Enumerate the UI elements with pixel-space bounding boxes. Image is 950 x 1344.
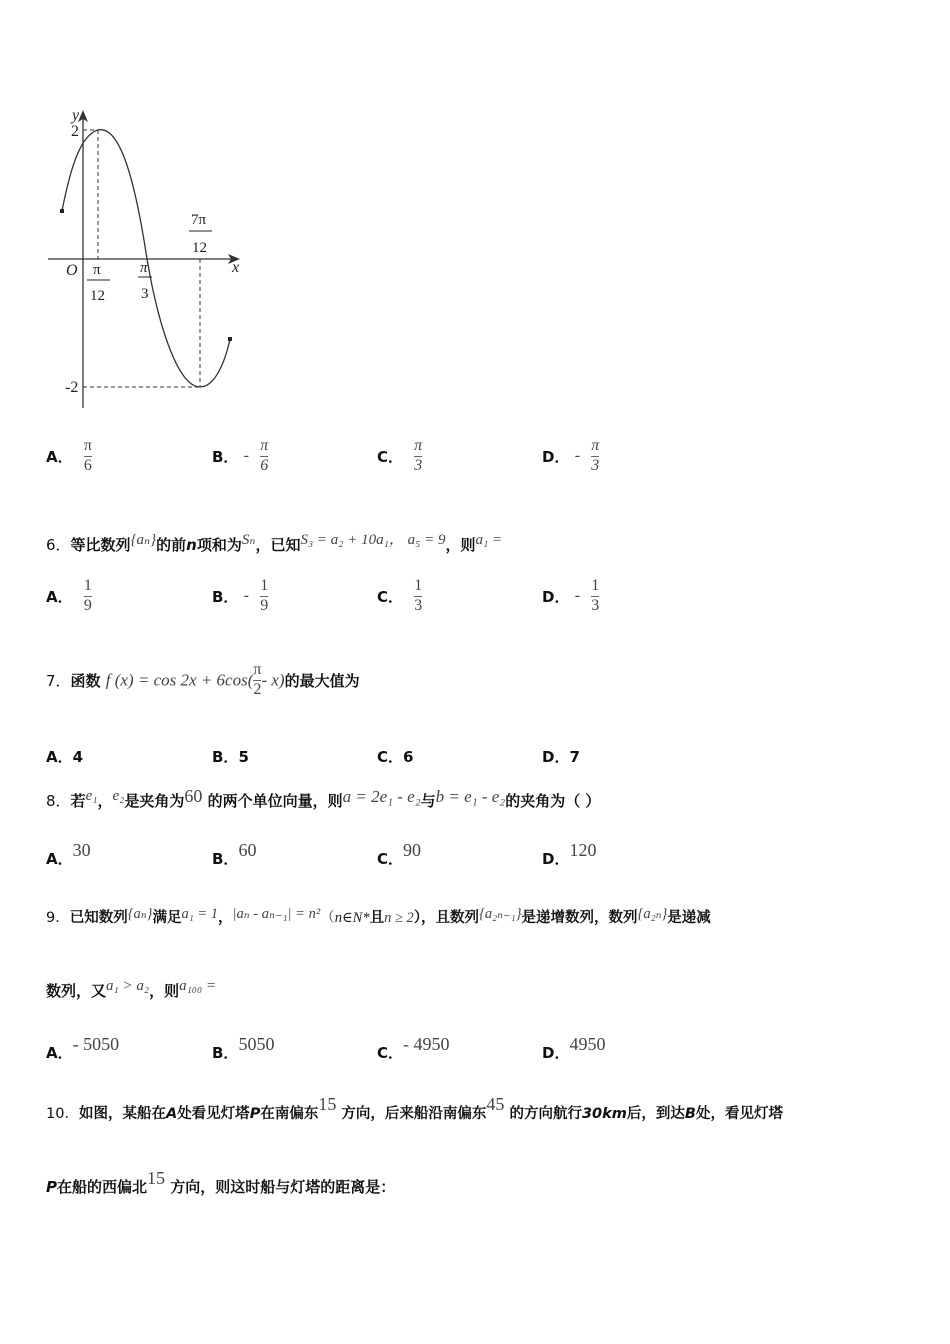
sum-symbol: Sₙ [241, 532, 256, 548]
option-letter: C． [377, 1044, 404, 1062]
text: 在南偏东 [260, 1106, 319, 1122]
q8-option-c[interactable] [377, 840, 421, 869]
ask: a₁ = [475, 532, 503, 548]
option-value: 30 [72, 840, 91, 860]
option-letter: B． [212, 587, 239, 606]
option-letter: D． [542, 447, 570, 466]
text: 是递减 [667, 910, 711, 926]
vector-e2: e₂ [112, 788, 125, 804]
text: 等比数列 [70, 536, 131, 554]
option-value: 5 [238, 748, 249, 766]
text: 的最大值为 [284, 671, 360, 690]
option-fraction: $\frac{\pi}{3}$ [414, 437, 423, 474]
vector-e1: e₁ [85, 788, 98, 804]
sine-curve [62, 130, 230, 387]
option-fraction: $\frac{\pi}{3}$ [591, 437, 600, 474]
tick-7pi-12-num: 7π [191, 212, 207, 228]
even-subsequence: {a₂ₙ} [637, 906, 668, 922]
tick-7pi-12-den: 12 [192, 240, 207, 256]
sequence: {aₙ} [130, 532, 157, 548]
q7-option-a[interactable] [46, 746, 83, 767]
q9-option-c[interactable] [377, 1034, 450, 1063]
vector-b: b = e₁ - e₂ [435, 787, 506, 806]
option-value: 4950 [569, 1034, 606, 1054]
option-letter: B． [212, 748, 239, 766]
point-p: P [46, 1178, 57, 1196]
distance: 30km [581, 1106, 627, 1122]
text: 已知数列 [69, 910, 128, 926]
option-fraction: $\frac{1}{9}$ [83, 577, 92, 614]
text: ），且数列 [413, 910, 480, 926]
q8-option-d[interactable] [542, 840, 596, 869]
vector-a: a = 2e₁ - e₂ [342, 787, 421, 806]
angle-60: 60 [184, 786, 203, 806]
condition-a1: a₁ = 1 [181, 906, 219, 922]
option-letter: C． [377, 447, 404, 466]
question-10-line-2 [46, 1168, 395, 1197]
text: 处，看见灯塔 [695, 1106, 783, 1122]
text: ，则 [149, 982, 180, 1000]
sine-graph [40, 100, 260, 420]
option-sign: - [574, 587, 581, 605]
question-9 [46, 906, 711, 927]
option-letter: D． [542, 748, 570, 766]
option-sign: - [243, 587, 249, 605]
origin-label: O [66, 262, 78, 279]
point-p: P [249, 1106, 261, 1122]
q6-option-c[interactable] [377, 578, 422, 615]
q9-option-d[interactable] [542, 1034, 605, 1063]
text: 后，到达 [626, 1106, 685, 1122]
function-expr-tail: - x) [261, 670, 285, 690]
question-number: 8． [46, 792, 71, 810]
q6-option-a[interactable] [46, 578, 92, 615]
text: 与 [420, 792, 436, 810]
text: ，已知 [255, 536, 301, 554]
text: 的前 [156, 536, 187, 554]
text: （ [320, 910, 335, 926]
option-fraction: $\frac{1}{3}$ [414, 577, 423, 614]
text: 方向，后来船沿南偏东 [341, 1106, 487, 1122]
option-letter: A． [46, 850, 73, 868]
condition-abs: |aₙ - aₙ₋₁| = n² [232, 906, 321, 922]
n-ge-2: n ≥ 2 [384, 910, 414, 926]
text: 方向，则这时船与灯塔的距离是： [170, 1178, 396, 1196]
y-max-label: 2 [71, 123, 79, 140]
q6-option-d[interactable] [542, 578, 599, 615]
question-8 [46, 786, 600, 811]
angle-15: 15 [318, 1094, 337, 1114]
option-letter: A． [46, 447, 73, 466]
q5-option-a[interactable] [46, 438, 92, 475]
point-a: A [165, 1106, 178, 1122]
option-letter: B． [212, 447, 239, 466]
question-9-line-2 [46, 978, 216, 1001]
n-variable: n [186, 536, 197, 554]
y-axis-label: y [72, 107, 80, 124]
text: 的夹角为（ ） [505, 792, 601, 810]
angle-15-west: 15 [147, 1168, 166, 1188]
text: 的方向航行 [509, 1106, 582, 1122]
text: ， [218, 910, 233, 926]
n-in-N: n∈N* [334, 910, 370, 926]
text: 且 [369, 910, 385, 926]
question-7 [46, 662, 360, 699]
option-value: - 4950 [403, 1034, 450, 1054]
option-letter: C． [377, 748, 404, 766]
ask: a₁₀₀ = [179, 978, 217, 994]
text: 在船的西偏北 [57, 1178, 148, 1196]
function-fraction: $\frac{\pi}{2}$ [253, 661, 262, 698]
option-value: 90 [403, 840, 422, 860]
option-value: 120 [569, 840, 597, 860]
q7-option-d[interactable] [542, 746, 580, 767]
option-fraction: $\frac{\pi}{6}$ [260, 437, 269, 474]
option-value: 4 [72, 748, 84, 766]
option-letter: D． [542, 850, 570, 868]
option-sign: - [243, 447, 249, 465]
text: 项和为 [196, 536, 242, 554]
text: 数列，又 [46, 982, 107, 1000]
text: 的两个单位向量，则 [207, 792, 343, 810]
text: 是夹角为 [124, 792, 185, 810]
q9-option-b[interactable] [212, 1034, 274, 1063]
question-number: 10． [46, 1106, 79, 1122]
option-value: - 5050 [72, 1034, 120, 1054]
option-value: 7 [569, 748, 580, 766]
point-b: B [684, 1106, 696, 1122]
option-fraction: $\frac{1}{9}$ [260, 577, 269, 614]
question-number: 6． [46, 536, 71, 554]
q7-option-c[interactable] [377, 746, 413, 767]
q8-option-a[interactable] [46, 840, 91, 869]
curve-end-point [228, 337, 232, 341]
option-sign: - [574, 447, 581, 465]
option-letter: D． [542, 1044, 570, 1062]
question-number: 9． [46, 910, 70, 926]
condition: S₃ = a₂ + 10a₁， a₅ = 9 [300, 532, 446, 548]
q5-option-d[interactable] [542, 438, 599, 475]
tick-pi-3-num: π [140, 260, 148, 276]
option-letter: C． [377, 587, 404, 606]
tick-pi-12-den: 12 [90, 288, 105, 304]
question-6 [46, 528, 502, 555]
option-value: 60 [238, 840, 257, 860]
option-letter: A． [46, 1044, 73, 1062]
option-fraction: $\frac{\pi}{6}$ [83, 437, 92, 474]
text: 是递增数列，数列 [521, 910, 638, 926]
odd-subsequence: {a₂ₙ₋₁} [479, 906, 522, 922]
question-number: 7． [46, 671, 71, 690]
q6-option-b[interactable] [212, 578, 268, 615]
text: 如图，某船在 [78, 1106, 166, 1122]
text: 若 [70, 792, 86, 810]
option-letter: A． [46, 748, 73, 766]
text: 函数 [70, 671, 101, 690]
q8-option-b[interactable] [212, 840, 256, 869]
option-letter: D． [542, 587, 570, 606]
text: 满足 [152, 910, 182, 926]
question-10 [46, 1094, 783, 1123]
option-value: 5050 [238, 1034, 275, 1054]
option-letter: A． [46, 587, 73, 606]
option-value: 6 [403, 748, 414, 766]
text: ，则 [445, 536, 476, 554]
curve-start-point [60, 209, 64, 213]
q9-option-a[interactable] [46, 1034, 119, 1063]
tick-pi-12-num: π [93, 262, 101, 278]
q5-option-c[interactable] [377, 438, 422, 475]
sequence: {aₙ} [127, 906, 153, 922]
text: 处看见灯塔 [177, 1106, 250, 1122]
y-min-label: -2 [65, 379, 79, 396]
x-axis-label: x [232, 259, 240, 276]
angle-45: 45 [486, 1094, 505, 1114]
option-fraction: $\frac{1}{3}$ [591, 577, 600, 614]
function-expr: f (x) = cos 2x + 6cos( [105, 670, 254, 690]
option-letter: B． [212, 1044, 239, 1062]
tick-pi-3-den: 3 [141, 286, 149, 302]
condition-a1-gt-a2: a₁ > a₂ [106, 978, 150, 994]
q5-option-b[interactable] [212, 438, 268, 475]
option-letter: B． [212, 850, 239, 868]
q7-option-b[interactable] [212, 746, 249, 767]
text: ， [97, 792, 113, 810]
option-letter: C． [377, 850, 404, 868]
